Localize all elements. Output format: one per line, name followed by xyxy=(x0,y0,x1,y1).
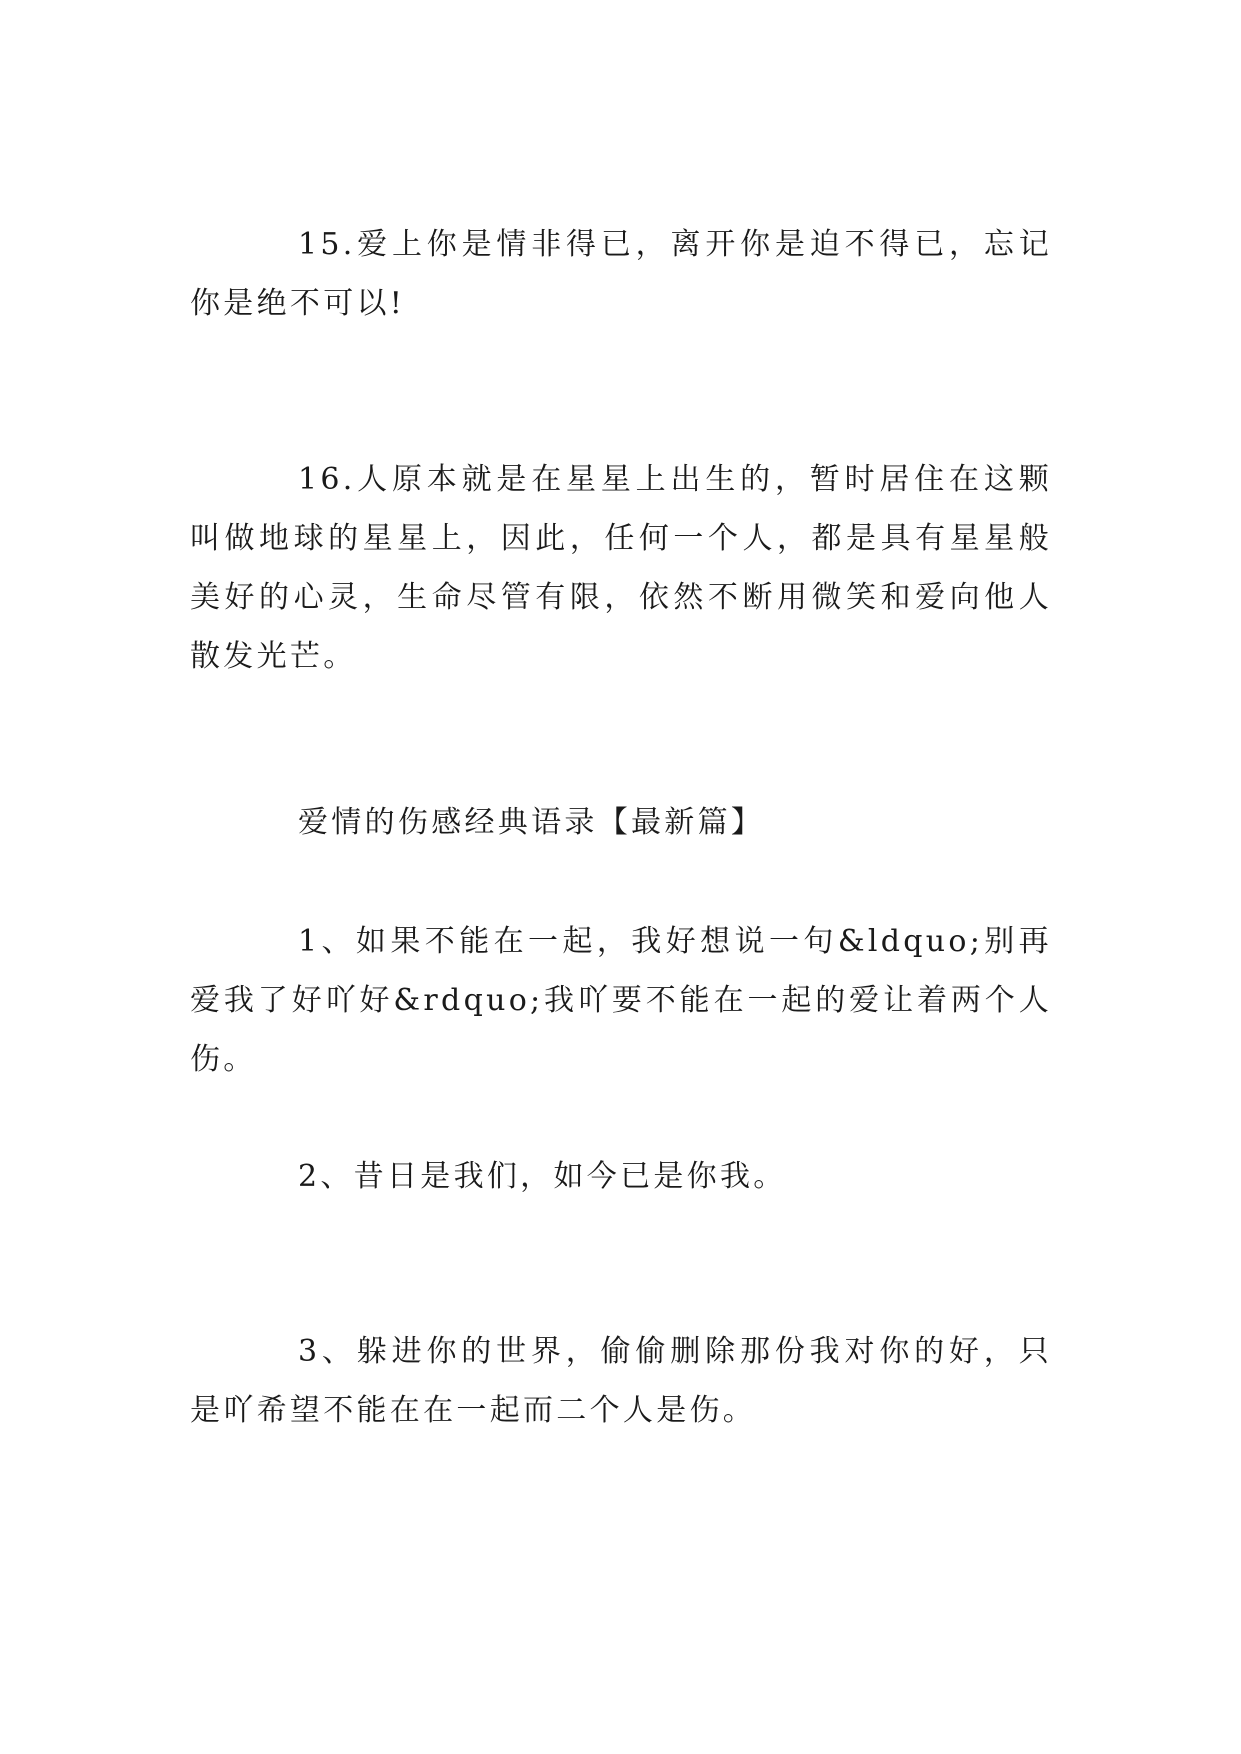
quote-paragraph-3: 3、躲进你的世界，偷偷删除那份我对你的好，只是吖希望不能在在一起而二个人是伤。 xyxy=(190,1334,1052,1428)
quote-paragraph-15: 15.爱上你是情非得已，离开你是迫不得已，忘记你是绝不可以! xyxy=(190,227,1052,321)
quote-paragraph-1: 1、如果不能在一起，我好想说一句&ldquo;别再爱我了好吖好&rdquo;我吖要不能在一起的爱让着两个人伤。 xyxy=(190,924,1052,1077)
quote-paragraph-16: 16.人原本就是在星星上出生的，暂时居住在这颗叫做地球的星星上，因此，任何一个人，都是具有星星般美好的心灵，生命尽管有限，依然不断用微笑和爱向他人散发光芒。 xyxy=(190,462,1052,674)
quote-paragraph-2: 2、昔日是我们，如今已是你我。 xyxy=(298,1159,787,1194)
section-heading: 爱情的伤感经典语录【最新篇】 xyxy=(298,805,765,840)
